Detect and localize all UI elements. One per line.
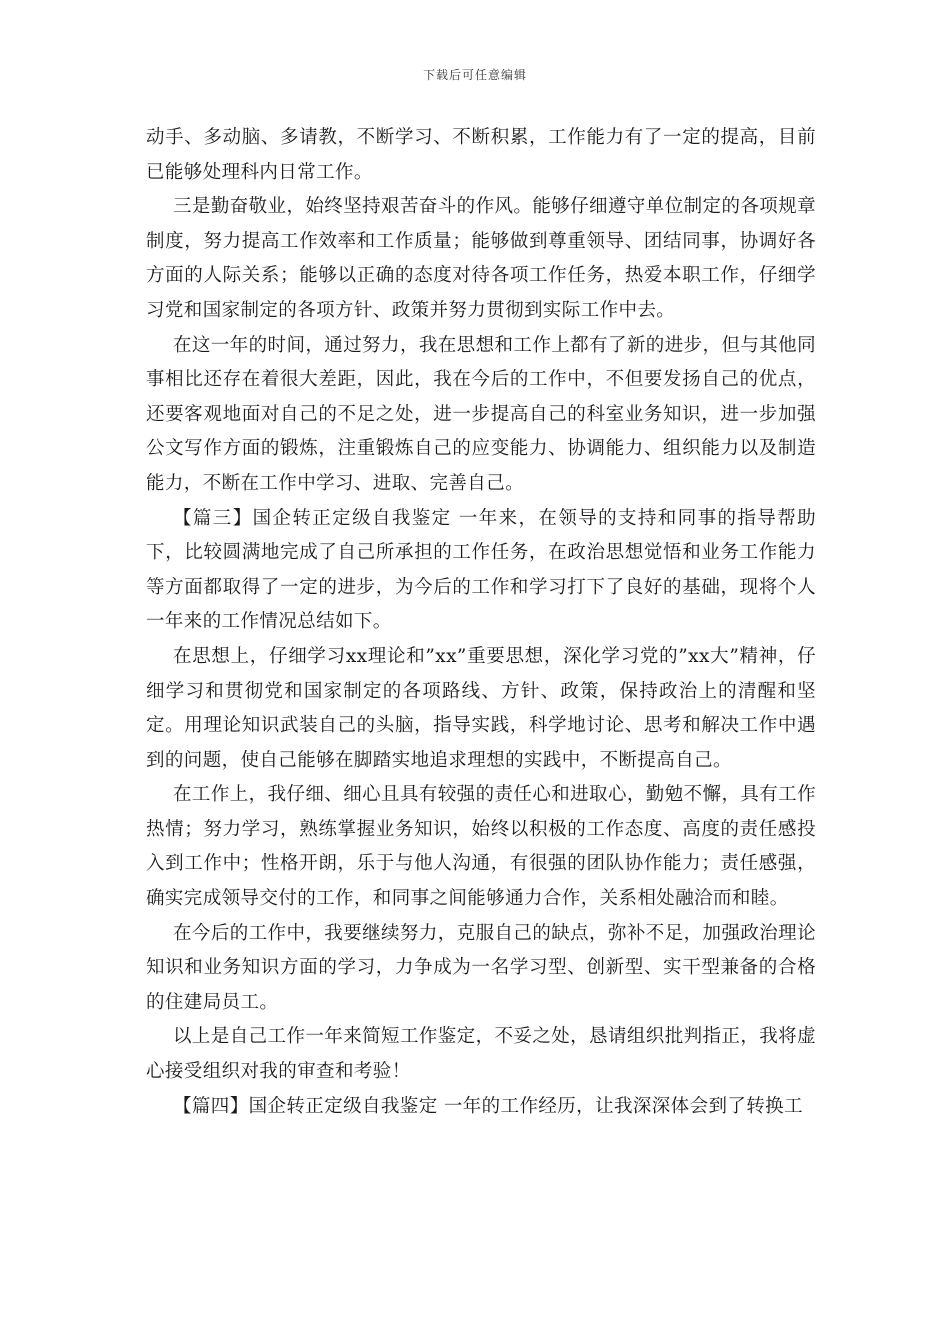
paragraph-3: 在这一年的时间，通过努力，我在思想和工作上都有了新的进步，但与其他同事相比还存在着很大差距，因此，我在今后的工作中，不但要发扬自己的优点，还要客观地面对自己的不足之处，进一步提高自己的科室业务知识，进一步加强公文写作方面的锻炼，注重锻炼自己的应变能力、协调能力、组织能力以及制造能力，不断在工作中学习、进取、完善自己。: [146, 334, 816, 494]
paragraph-1: 动手、多动脑、多请教，不断学习、不断积累，工作能力有了一定的提高，目前已能够处理科内日常工作。: [146, 127, 816, 183]
page-header: 下载后可任意编辑: [422, 68, 527, 82]
paragraph-8: 以上是自己工作一年来简短工作鉴定，不妥之处，恳请组织批判指正，我将虚心接受组织对我的审查和考验！: [146, 1026, 816, 1083]
document-body: [146, 121, 816, 1124]
paragraph-5: 在思想上，仔细学习xx理论和”xx”重要思想，深化学习党的”xx大”精神，仔细学习和贯彻党和国家制定的各项路线、方针、政策，保持政治上的清醒和坚定。用理论知识武装自己的头脑，指导实践，科学地讨论、思考和解决工作中遇到的问题，使自己能够在脚踏实地追求理想的实践中，不断提高自己。: [146, 645, 816, 771]
section-3-intro-paragraph: 【篇三】国企转正定级自我鉴定 一年来，在领导的支持和同事的指导帮助下，比较圆满地完成了自己所承担的工作任务，在政治思想觉悟和业务工作能力等方面都取得了一定的进步，为今后的工作和学习打下了良好的基础，现将个人一年来的工作情况总结如下。: [146, 507, 816, 633]
paragraph-2: 三是勤奋敬业，始终坚持艰苦奋斗的作风。能够仔细遵守单位制定的各项规章制度，努力提高工作效率和工作质量；能够做到尊重领导、团结同事，协调好各方面的人际关系；能够以正确的态度对待各项工作任务，热爱本职工作，仔细学习党和国家制定的各项方针、政策并努力贯彻到实际工作中去。: [146, 196, 816, 321]
paragraph-7: 在今后的工作中，我要继续努力，克服自己的缺点，弥补不足，加强政治理论知识和业务知识方面的学习，力争成为一名学习型、创新型、实干型兼备的合格的住建局员工。: [146, 922, 816, 1013]
paragraph-6: 在工作上，我仔细、细心且具有较强的责任心和进取心，勤勉不懈，具有工作热情；努力学习，熟练掌握业务知识，始终以积极的工作态度、高度的责任感投入到工作中；性格开朗，乐于与他人沟通，有很强的团队协作能力；责任感强，确实完成领导交付的工作，和同事之间能够通力合作，关系相处融洽而和睦。: [146, 784, 816, 910]
section-4-intro-paragraph: 【篇四】国企转正定级自我鉴定 一年的工作经历，让我深深体会到了转换工: [173, 1095, 803, 1117]
